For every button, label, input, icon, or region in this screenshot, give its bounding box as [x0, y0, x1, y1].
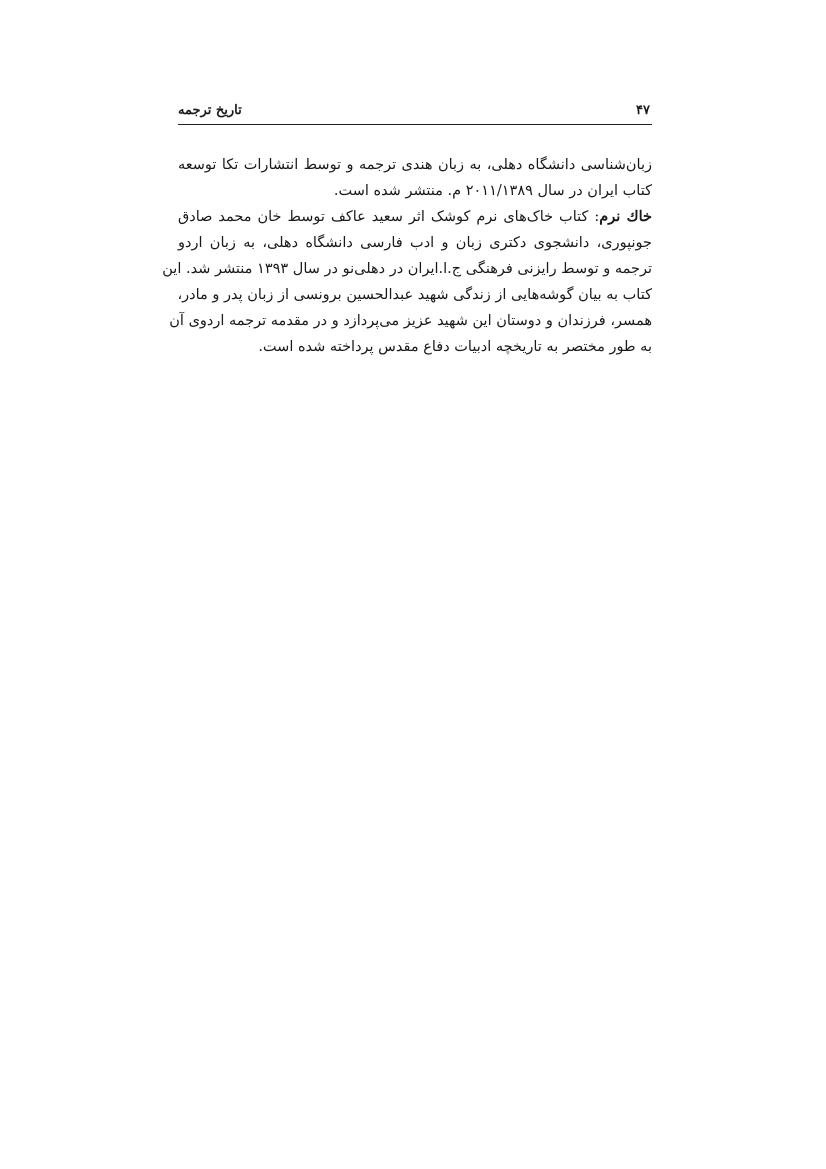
text-line: جونپوری، دانشجوی دکتری زبان و ادب فارسی دانشگاه دهلی، به زبان اردو [178, 235, 652, 251]
text-line: همسر، فرزندان و دوستان این شهید عزیز می‌پردازد و در مقدمه ترجمه اردوی آن [169, 313, 652, 329]
paragraph-2 [162, 204, 652, 360]
running-header [178, 100, 652, 125]
page-number: ۴۷ [636, 103, 650, 118]
text-line: زبان‌شناسی دانشگاه دهلی، به زبان هندی ترجمه و توسط انتشارات تکا توسعه [178, 157, 652, 173]
paragraph-1 [178, 152, 652, 204]
entry-text: : کتاب خاک‌های نرم کوشک اثر سعید عاکف توسط خان محمد صادق [178, 209, 600, 225]
text-line: ترجمه و توسط رایزنی فرهنگی ج.ا.ایران در دهلی‌نو در سال ۱۳۹۳ منتشر شد. این [162, 261, 652, 277]
text-line: کتاب ایران در سال ۲۰۱۱/۱۳۸۹ م. منتشر شده است. [333, 183, 652, 199]
entry-label: ﺧﺎﻙ ﻧﺮﻡ [599, 208, 652, 225]
text-line [178, 204, 652, 230]
header-title: تاریخ ترجمه [178, 103, 242, 118]
body-text [162, 152, 652, 360]
text-line: به طور مختصر به تاریخچه ادبیات دفاع مقدس پرداخته شده است. [258, 339, 652, 355]
text-line: کتاب به بیان گوشه‌هایی از زندگی شهید عبدالحسین برونسی از زبان پدر و مادر، [177, 287, 652, 303]
